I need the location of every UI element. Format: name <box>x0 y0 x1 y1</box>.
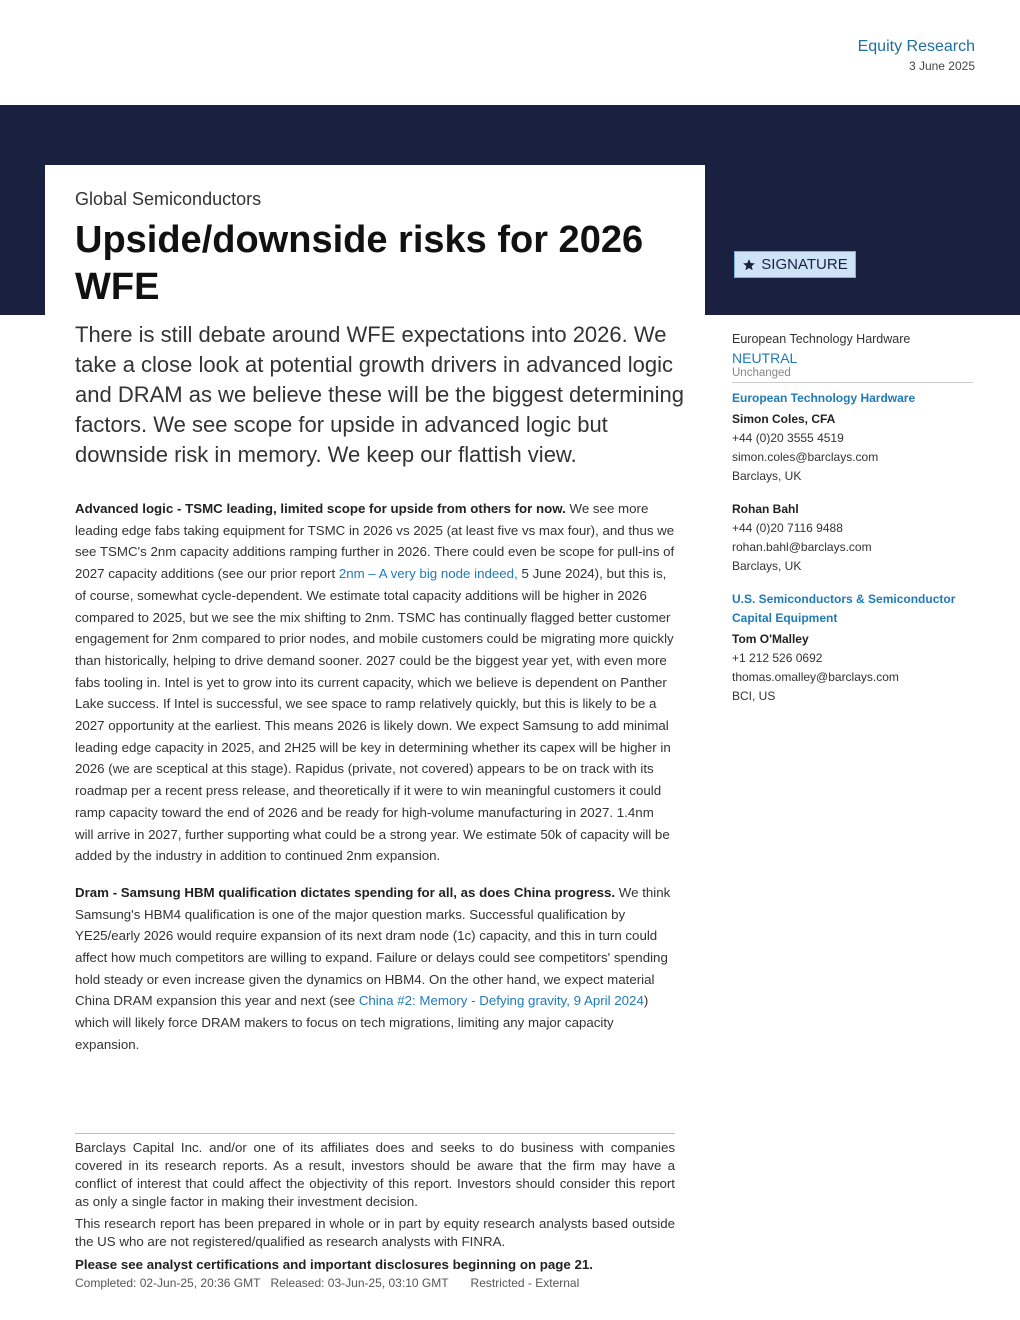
analyst-phone: +44 (0)20 7116 9488 <box>732 521 843 535</box>
sidebar-sector: European Technology Hardware <box>732 332 911 346</box>
disclosure-text: This research report has been prepared in whole or in part by equity research analysts based outside the US who are not registered/qualified as research analysts with FINRA. <box>75 1216 675 1249</box>
analyst-entity: Barclays, UK <box>732 469 802 483</box>
paragraph-dram <box>75 882 675 1056</box>
star-icon <box>742 258 756 272</box>
page-title: Upside/downside risks for 2026 WFE <box>75 219 644 308</box>
team-name: European Technology Hardware <box>732 391 916 405</box>
analyst-entity: Barclays, UK <box>732 559 802 573</box>
report-meta <box>75 1274 675 1292</box>
disclosure-text: Barclays Capital Inc. and/or one of its affiliates does and seeks to do business with companies covered in its research reports. As a result, investors should be aware that the firm may have a conflict of interest that could affect the objectivity of this report. Investors should consider this report as only a single factor in making their investment decision. <box>75 1140 675 1209</box>
divider <box>732 382 973 383</box>
paragraph-heading: Dram - Samsung HBM qualification dictates spending for all, as does China progress. <box>75 884 616 900</box>
analyst-email[interactable]: thomas.omalley@barclays.com <box>732 670 899 684</box>
analyst-phone: +44 (0)20 3555 4519 <box>732 431 844 445</box>
sidebar <box>732 332 973 720</box>
analyst-name: Rohan Bahl <box>732 502 799 516</box>
analyst-card <box>732 410 973 486</box>
paragraph-text: 5 June 2024), but this is, of course, somewhat cycle-dependent. We estimate total capacity additions will be higher in 2026 compared to 2025, but we see the mix shifting to 2nm. TSMC has continually flagged better customer engagement for 2nm compared to prior nodes, and mobile customers could be migrating more quickly than historically, helping to drive demand sooner. 2027 could be the biggest year yet, with even more fabs tooling in. Intel is yet to grow into its current capacity, which we believe is dependent on Panther Lake success. If Intel is successful, we see space to ramp relatively quickly, but this is likely to be a 2027 opportunity at the earliest. This means 2026 is likely down. We expect Samsung to add minimal leading edge capacity in 2025, and 2H25 will be key in determining whether its capex will be higher in 2026 (we are sceptical at this stage). Rapidus (private, not covered) appears to be on track with its roadmap per a recent press release, and theoretically if it were to win meaningful customers it could ramp capacity toward the end of 2026 and be ready for high-volume manufacturing in 2027. 1.4nm will arrive in 2027, further supporting what could be a strong year. We estimate 50k of capacity will be added by the industry in addition to continued 2nm expansion. <box>75 566 674 864</box>
team-name: U.S. Semiconductors & Semiconductor Capital Equipment <box>732 592 956 625</box>
paragraph-heading: Advanced logic - TSMC leading, limited scope for upside from others for now. <box>75 501 566 516</box>
analyst-name: Tom O'Malley <box>732 632 809 646</box>
report-link-2nm[interactable]: 2nm – A very big node indeed, <box>338 566 518 582</box>
classification-label: Restricted - External <box>470 1276 580 1290</box>
analyst-phone: +1 212 526 0692 <box>732 651 823 665</box>
paragraph-text: We see more leading edge fabs taking equipment for TSMC in 2026 vs 2025 (at least five vs max four), and thus we see TSMC's 2nm capacity additions ramping further in 2026. There could even be scope for pull-ins of 2027 capacity additions (see our prior report <box>75 501 675 582</box>
analyst-entity: BCI, US <box>732 689 776 703</box>
disclosure-notice: Please see analyst certifications and important disclosures beginning on page 21. <box>75 1257 593 1272</box>
sector-label: Global Semiconductors <box>75 189 262 209</box>
paragraph-advanced-logic <box>75 498 675 867</box>
report-header <box>858 38 975 73</box>
analyst-email[interactable]: simon.coles@barclays.com <box>732 450 879 464</box>
disclosure-footer <box>75 1133 675 1292</box>
rating-change: Unchanged <box>732 367 791 379</box>
analyst-card <box>732 630 973 706</box>
rating-label: NEUTRAL <box>732 350 798 366</box>
signature-badge <box>734 251 856 278</box>
badge-label: SIGNATURE <box>761 256 848 273</box>
completed-timestamp: Completed: 02-Jun-25, 20:36 GMT <box>75 1276 261 1290</box>
released-timestamp: Released: 03-Jun-25, 03:10 GMT <box>270 1276 449 1290</box>
analyst-email[interactable]: rohan.bahl@barclays.com <box>732 540 872 554</box>
analyst-name: Simon Coles, CFA <box>732 412 836 426</box>
division-label: Equity Research <box>857 38 975 55</box>
paragraph-text: We think Samsung's HBM4 qualification is one of the major question marks. Successful qualification by YE25/early 2026 would require expansion of its next dram node (1c) capacity, and this in turn could affect how much competitors are willing to expand. Failure or delays could see competitors' spending hold steady or even increase given the dynamics on HBM4. On the other hand, we expect material China DRAM expansion this year and next (see <box>75 884 671 1009</box>
report-date: 3 June 2025 <box>908 59 975 73</box>
lead-summary: There is still debate around WFE expectations into 2026. We take a close look at potential growth drivers in advanced logic and DRAM as we believe these will be the biggest determining factors. We see scope for upside in advanced logic but downside risk in memory. We keep our flattish view. <box>75 322 684 467</box>
analyst-card <box>732 500 973 576</box>
report-link-china-memory[interactable]: China #2: Memory - Defying gravity, 9 April 2024 <box>358 993 644 1009</box>
paragraph-text: ) which will likely force DRAM makers to focus on tech migrations, limiting any major capacity expansion. <box>75 993 649 1052</box>
report-body <box>75 498 675 1071</box>
